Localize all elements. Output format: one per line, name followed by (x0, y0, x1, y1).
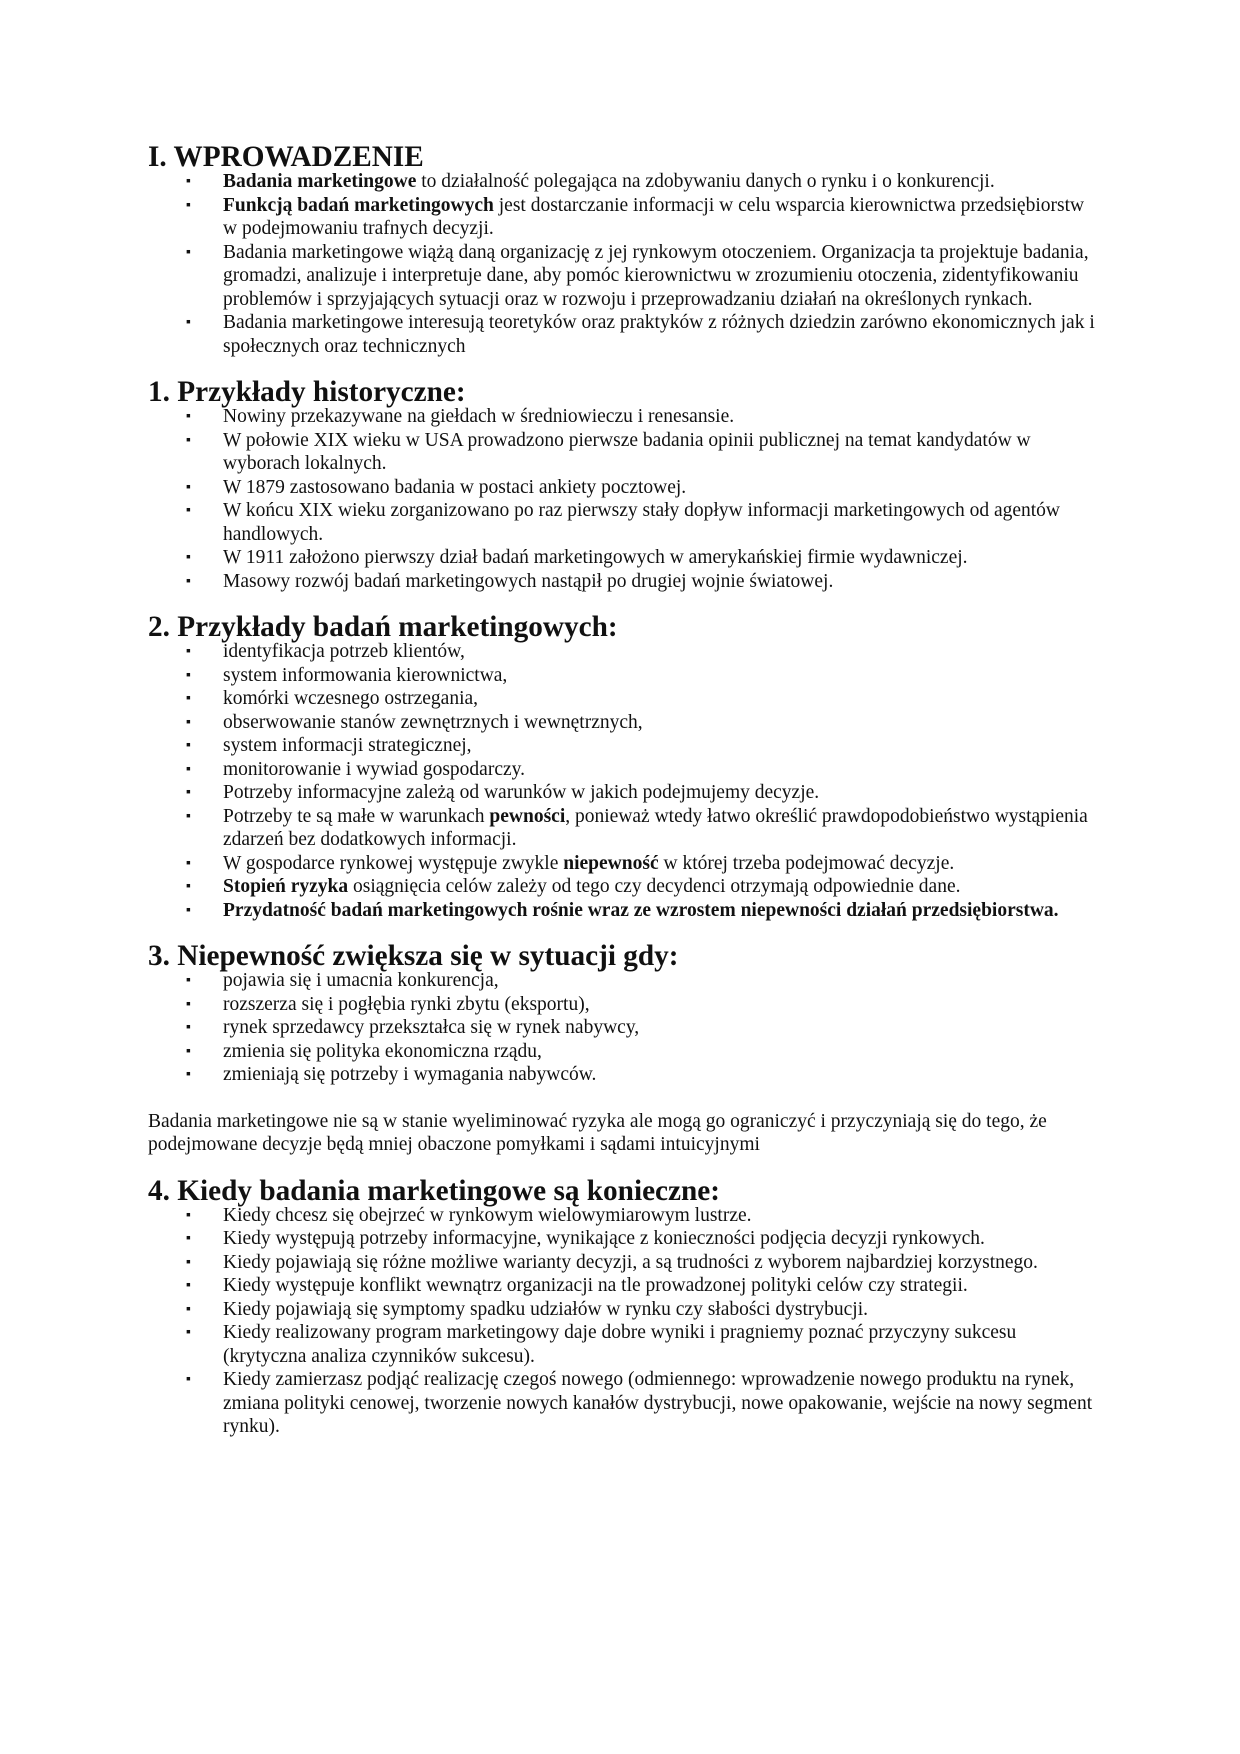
summary-paragraph: Badania marketingowe nie są w stanie wyeliminować ryzyka ale mogą go ograniczyć i przyczyniają się do tego, że podejmowane decyzje będą mniej obaczone pomyłkami i sądami intuicyjnymi (148, 1110, 1047, 1155)
list-item: ▪ Kiedy pojawiają się różne możliwe warianty decyzji, a są trudności z wyborem najbardziej korzystnego. (186, 1251, 1038, 1273)
bullet-icon: ▪ (186, 315, 191, 330)
bullet-icon: ▪ (186, 1020, 191, 1035)
list-item: ▪ Stopień ryzyka osiągnięcia celów zależy od tego czy decydenci otrzymają odpowiednie dane. (186, 876, 961, 897)
bullet-icon: ▪ (186, 409, 191, 424)
list-item: ▪ W gospodarce rynkowej występuje zwykle niepewność w której trzeba podejmować decyzje. (186, 852, 955, 874)
list-item: ▪ system informacji strategicznej, (186, 735, 472, 756)
list-item: ▪ komórki wczesnego ostrzegania, (186, 688, 479, 709)
list-item: ▪ zmienia się polityka ekonomiczna rządu, (186, 1040, 542, 1062)
list-item: ▪ Badania marketingowe interesują teoretyków oraz praktyków z różnych dziedzin zarówno ekonomicznych jak i społecznych oraz technicznych (186, 312, 1095, 357)
list-item: ▪ Kiedy chcesz się obejrzeć w rynkowym wielowymiarowym lustrze. (186, 1204, 752, 1226)
list-item: ▪ monitorowanie i wywiad gospodarczy. (186, 758, 525, 780)
list-item: ▪ system informowania kierownictwa, (186, 664, 508, 686)
list-item: ▪ W 1911 założono pierwszy dział badań marketingowych w amerykańskiej firmie wydawniczej. (186, 547, 968, 568)
bullet-icon: ▪ (186, 644, 191, 659)
bullet-icon: ▪ (186, 174, 191, 189)
bullet-icon: ▪ (186, 197, 191, 213)
bullet-icon: ▪ (186, 1254, 191, 1270)
list-item: ▪ W końcu XIX wieku zorganizowano po raz pierwszy stały dopływ informacji marketingowych od agentów handlowych. (186, 500, 1061, 545)
bullet-icon: ▪ (186, 550, 191, 565)
bullet-icon: ▪ (186, 808, 191, 824)
bullet-icon: ▪ (186, 1372, 191, 1387)
list-item: ▪ Kiedy występuje konflikt wewnątrz organizacji na tle prowadzonej polityki celów czy strategii. (186, 1275, 968, 1296)
list-item: ▪ Masowy rozwój badań marketingowych nastąpił po drugiej wojnie światowej. (186, 570, 834, 592)
bullet-icon: ▪ (186, 244, 191, 260)
uncertainty-list (148, 969, 1098, 1087)
bullet-icon: ▪ (186, 1067, 191, 1082)
list-item: ▪ Badania marketingowe wiążą daną organizację z jej rynkowym otoczeniem. Organizacja ta projektuje badania, gromadzi, analizuje i interpretuje dane, aby pomóc kierownictwu w zrozumieniu otoczenia, zidentyfikowaniu problemów i sprzyjających sytuacji oraz w rozwoju i przeprowadzaniu działań na określonych rynkach. (186, 241, 1089, 310)
bullet-icon: ▪ (186, 432, 191, 448)
list-item: ▪ W połowie XIX wieku w USA prowadzono pierwsze badania opinii publicznej na temat kandydatów w wyborach lokalnych. (186, 429, 1031, 474)
bullet-icon: ▪ (186, 902, 191, 918)
bullet-icon: ▪ (186, 1043, 191, 1059)
research-examples-list (148, 640, 1098, 922)
bullet-icon: ▪ (186, 973, 191, 988)
bullet-icon: ▪ (186, 1278, 191, 1293)
section-heading-introduction: I. WPROWADZENIE (148, 141, 424, 173)
list-item: ▪ Potrzeby informacyjne zależą od warunków w jakich podejmujemy decyzje. (186, 782, 820, 803)
introduction-list (148, 170, 1098, 358)
list-item: ▪ Funkcją badań marketingowych jest dostarczanie informacji w celu wsparcia kierownictwa przedsiębiorstw w podejmowaniu trafnych decyzji. (186, 194, 1085, 239)
bullet-icon: ▪ (186, 714, 191, 730)
bullet-icon: ▪ (186, 1301, 191, 1317)
list-item: ▪ Nowiny przekazywane na giełdach w średniowieczu i renesansie. (186, 406, 735, 427)
section-heading-historical-examples: 1. Przykłady historyczne: (148, 376, 466, 408)
bullet-icon: ▪ (186, 503, 191, 518)
bullet-icon: ▪ (186, 667, 191, 683)
bullet-icon: ▪ (186, 479, 191, 495)
bullet-icon: ▪ (186, 996, 191, 1012)
document-page (148, 141, 1098, 1439)
list-item: ▪ obserwowanie stanów zewnętrznych i wewnętrznych, (186, 711, 643, 733)
bullet-icon: ▪ (186, 785, 191, 800)
list-item: ▪ pojawia się i umacnia konkurencja, (186, 970, 499, 991)
bullet-icon: ▪ (186, 738, 191, 753)
list-item: ▪ W 1879 zastosowano badania w postaci ankiety pocztowej. (186, 476, 687, 498)
list-item: ▪ Przydatność badań marketingowych rośnie wraz ze wzrostem niepewności działań przedsiębiorstwa. (186, 899, 1059, 921)
bullet-icon: ▪ (186, 1207, 191, 1223)
historical-examples-list (148, 405, 1098, 593)
section-heading-uncertainty: 3. Niepewność zwiększa się w sytuacji gdy: (148, 940, 679, 972)
list-item: ▪ rynek sprzedawcy przekształca się w rynek nabywcy, (186, 1017, 640, 1038)
bullet-icon: ▪ (186, 691, 191, 706)
section-heading-research-examples: 2. Przykłady badań marketingowych: (148, 611, 618, 643)
list-item: ▪ zmieniają się potrzeby i wymagania nabywców. (186, 1064, 597, 1085)
bullet-icon: ▪ (186, 855, 191, 871)
list-item: ▪ Badania marketingowe to działalność polegająca na zdobywaniu danych o rynku i o konkurencji. (186, 171, 995, 192)
list-item: ▪ Kiedy zamierzasz podjąć realizację czegoś nowego (odmiennego: wprowadzenie nowego produktu na rynek, zmiana polityki cenowej, tworzenie nowych kanałów dystrybucji, nowe opakowanie, wejście na nowy segment rynku). (186, 1369, 1093, 1437)
section-heading-when-necessary: 4. Kiedy badania marketingowe są konieczne: (148, 1174, 721, 1207)
list-item: ▪ rozszerza się i pogłębia rynki zbytu (eksportu), (186, 993, 590, 1015)
list-item: ▪ Kiedy realizowany program marketingowy daje dobre wyniki i pragniemy poznać przyczyny sukcesu (krytyczna analiza czynników sukcesu). (186, 1322, 1017, 1367)
bullet-icon: ▪ (186, 761, 191, 777)
list-item: ▪ Kiedy występują potrzeby informacyjne, wynikające z konieczności podjęcia decyzji rynkowych. (186, 1228, 985, 1249)
bullet-icon: ▪ (186, 879, 191, 894)
bullet-icon: ▪ (186, 573, 191, 589)
bullet-icon: ▪ (186, 1325, 191, 1340)
list-item: ▪ identyfikacja potrzeb klientów, (186, 641, 465, 662)
when-necessary-list (148, 1204, 1098, 1439)
list-item: ▪ Kiedy pojawiają się symptomy spadku udziałów w rynku czy słabości dystrybucji. (186, 1298, 869, 1320)
list-item: ▪ Potrzeby te są małe w warunkach pewności, ponieważ wtedy łatwo określić prawdopodobieństwo wystąpienia zdarzeń bez dodatkowych informacji. (186, 805, 1088, 850)
bullet-icon: ▪ (186, 1231, 191, 1246)
